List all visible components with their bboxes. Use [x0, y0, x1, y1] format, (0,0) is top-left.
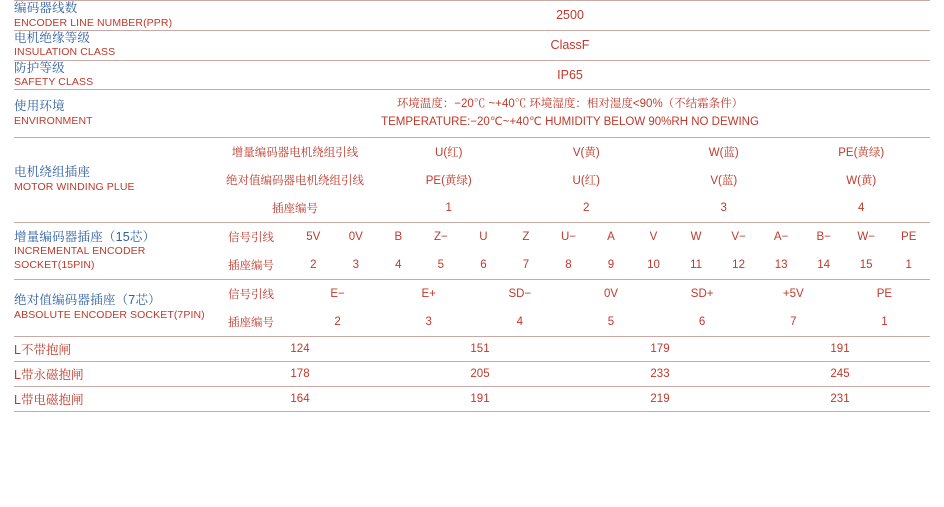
- cell: PE(黄绿): [838, 146, 885, 159]
- row-label-motor-winding-plug: [14, 137, 210, 222]
- cell: 2: [334, 315, 341, 328]
- cell: 4: [858, 201, 865, 214]
- cell: W(黄): [846, 174, 877, 187]
- label-cn: 使用环境: [14, 99, 65, 114]
- cell: 5V: [306, 230, 321, 243]
- row-head: 增量编码器电机绕组引线: [231, 146, 359, 159]
- cell: 6: [480, 258, 487, 271]
- cell: 9: [607, 258, 615, 271]
- cell: +5V: [782, 287, 804, 300]
- table-row: [14, 336, 930, 361]
- cell: 0V: [348, 230, 363, 243]
- cell: 7: [522, 258, 530, 271]
- row-head: 插座编号: [228, 316, 274, 329]
- cell: 3: [352, 258, 359, 271]
- table-row: [14, 361, 930, 386]
- cell: 233: [650, 367, 670, 380]
- cell: 1: [445, 201, 452, 214]
- row-value-length-em-brake: [210, 386, 930, 411]
- cell: 3: [425, 315, 432, 328]
- row-label-length-em-brake: L带电磁抱闸: [14, 386, 210, 411]
- row-label-environment: [14, 90, 210, 138]
- cell: 15: [859, 258, 873, 271]
- cell: 13: [774, 258, 788, 271]
- cell: B: [394, 230, 403, 243]
- environment-line-en: TEMPERATURE:−20℃~+40℃ HUMIDITY BELOW 90%RH NO DEWING: [381, 115, 759, 128]
- table-row: [14, 1, 930, 31]
- cell: 11: [690, 258, 703, 271]
- row-label-length-no-brake: L不带抱闸: [14, 336, 210, 361]
- label-en: MOTOR WINDING PLUE: [14, 181, 135, 193]
- incremental-encoder-grid: [210, 223, 930, 279]
- cell: 178: [290, 367, 310, 380]
- cell: 1: [881, 315, 888, 328]
- row-label-length-pm-brake: L带永磁抱闸: [14, 361, 210, 386]
- label-cn: 电机绕组插座: [14, 165, 91, 180]
- row-head: 信号引线: [228, 288, 274, 301]
- cell: V−: [731, 230, 746, 243]
- table-row: [14, 60, 930, 90]
- row-label-insulation-class: [14, 30, 210, 60]
- row-value-motor-winding-plug: [210, 137, 930, 222]
- row-value-safety-class: IP65: [210, 60, 930, 90]
- cell: 191: [470, 392, 490, 405]
- row-head: 插座编号: [272, 202, 318, 215]
- cell: 14: [817, 258, 831, 271]
- cell: U−: [560, 230, 576, 243]
- row-value-absolute-encoder-socket: [210, 279, 930, 336]
- row-label-absolute-encoder-socket: [14, 279, 210, 336]
- cell: SD+: [690, 287, 714, 300]
- cell: U: [479, 230, 488, 243]
- cell: A: [607, 230, 615, 243]
- row-head: 插座编号: [228, 259, 274, 272]
- table-row: [210, 308, 930, 336]
- cell: W−: [857, 230, 875, 243]
- cell: W: [690, 230, 702, 243]
- label-en: SAFETY CLASS: [14, 76, 94, 89]
- row-value-incremental-encoder-socket: [210, 222, 930, 279]
- row-head: 信号引线: [228, 231, 274, 244]
- cell: V(蓝): [710, 174, 738, 187]
- cell: Z−: [433, 230, 448, 243]
- table-row: [210, 387, 930, 411]
- label-en: ENVIRONMENT: [14, 114, 93, 127]
- label-en: ENCODER LINE NUMBER(PPR): [14, 16, 173, 29]
- cell: 124: [290, 342, 310, 355]
- cell: 4: [516, 315, 524, 328]
- motor-winding-grid: [210, 138, 930, 222]
- table-row: [14, 30, 930, 60]
- cell: 231: [830, 392, 850, 405]
- cell: 245: [830, 367, 850, 380]
- cell: 179: [650, 342, 670, 355]
- row-value-encoder-line-number: 2500: [210, 1, 930, 31]
- row-value-length-no-brake: [210, 336, 930, 361]
- cell: 7: [790, 315, 797, 328]
- label-cn: 防护等级: [14, 60, 65, 75]
- table-row: [14, 386, 930, 411]
- table-row: [14, 222, 930, 279]
- cell: W(蓝): [708, 146, 739, 159]
- environment-line-cn: 环境温度：−20℃ ~+40℃ 环境湿度：相对湿度<90%（不结霜条件）: [396, 98, 744, 111]
- table-row: [210, 194, 930, 222]
- row-value-environment: [210, 90, 930, 138]
- cell: 164: [290, 392, 310, 405]
- cell: 219: [650, 392, 670, 405]
- cell: 5: [437, 258, 445, 271]
- label-cn: 绝对值编码器插座（7芯）: [14, 293, 161, 308]
- row-label-safety-class: [14, 60, 210, 90]
- cell: 4: [395, 258, 402, 271]
- cell: V(黄): [572, 146, 600, 159]
- cell: 2: [310, 258, 317, 271]
- cell: 2: [583, 201, 590, 214]
- table-row: [210, 362, 930, 386]
- row-head: 绝对值编码器电机绕组引线: [226, 174, 364, 187]
- cell: U(红): [435, 146, 463, 159]
- table-row: [14, 137, 930, 222]
- cell: 8: [565, 258, 572, 271]
- label-cn: 电机绝缘等级: [14, 30, 91, 45]
- cell: SD−: [508, 287, 532, 300]
- cell: PE: [901, 230, 917, 243]
- label-en: ABSOLUTE ENCODER SOCKET(7PIN): [14, 309, 205, 321]
- cell: 3: [720, 201, 727, 214]
- length-pm-brake-grid: [210, 362, 930, 386]
- cell: 191: [830, 342, 850, 355]
- cell: 1: [905, 258, 912, 271]
- cell: 6: [698, 315, 706, 328]
- cell: 5: [607, 315, 615, 328]
- table-row: [210, 138, 930, 166]
- label-en: INSULATION CLASS: [14, 46, 116, 59]
- row-value-insulation-class: ClassF: [210, 30, 930, 60]
- cell: A−: [773, 230, 789, 243]
- cell: E−: [330, 287, 345, 300]
- specification-table: [14, 0, 930, 412]
- row-label-encoder-line-number: [14, 1, 210, 31]
- length-em-brake-grid: [210, 387, 930, 411]
- table-row: [210, 337, 930, 361]
- label-en-line1: INCREMENTAL ENCODER: [14, 245, 146, 258]
- absolute-encoder-grid: [210, 280, 930, 336]
- table-row: [210, 280, 930, 308]
- cell: E+: [421, 287, 436, 300]
- length-no-brake-grid: [210, 337, 930, 361]
- cell: 10: [647, 258, 660, 271]
- row-label-incremental-encoder-socket: [14, 222, 210, 279]
- table-row: [210, 166, 930, 194]
- cell: Z: [522, 230, 530, 243]
- cell: B−: [816, 230, 831, 243]
- table-row: [210, 251, 930, 279]
- cell: PE: [876, 287, 893, 300]
- cell: PE(黄绿): [425, 174, 472, 187]
- label-cn: 编码器线数: [14, 1, 78, 15]
- cell: 0V: [603, 287, 619, 300]
- table-row: [210, 223, 930, 251]
- cell: V: [649, 230, 658, 243]
- table-row: [14, 90, 930, 138]
- cell: 205: [470, 367, 490, 380]
- label-en-line2: SOCKET(15PIN): [14, 258, 95, 271]
- label-cn: 增量编码器插座（15芯）: [14, 229, 156, 244]
- cell: U(红): [572, 174, 600, 187]
- row-value-length-pm-brake: [210, 361, 930, 386]
- cell: 12: [732, 258, 745, 271]
- cell: 151: [470, 342, 490, 355]
- table-row: [14, 279, 930, 336]
